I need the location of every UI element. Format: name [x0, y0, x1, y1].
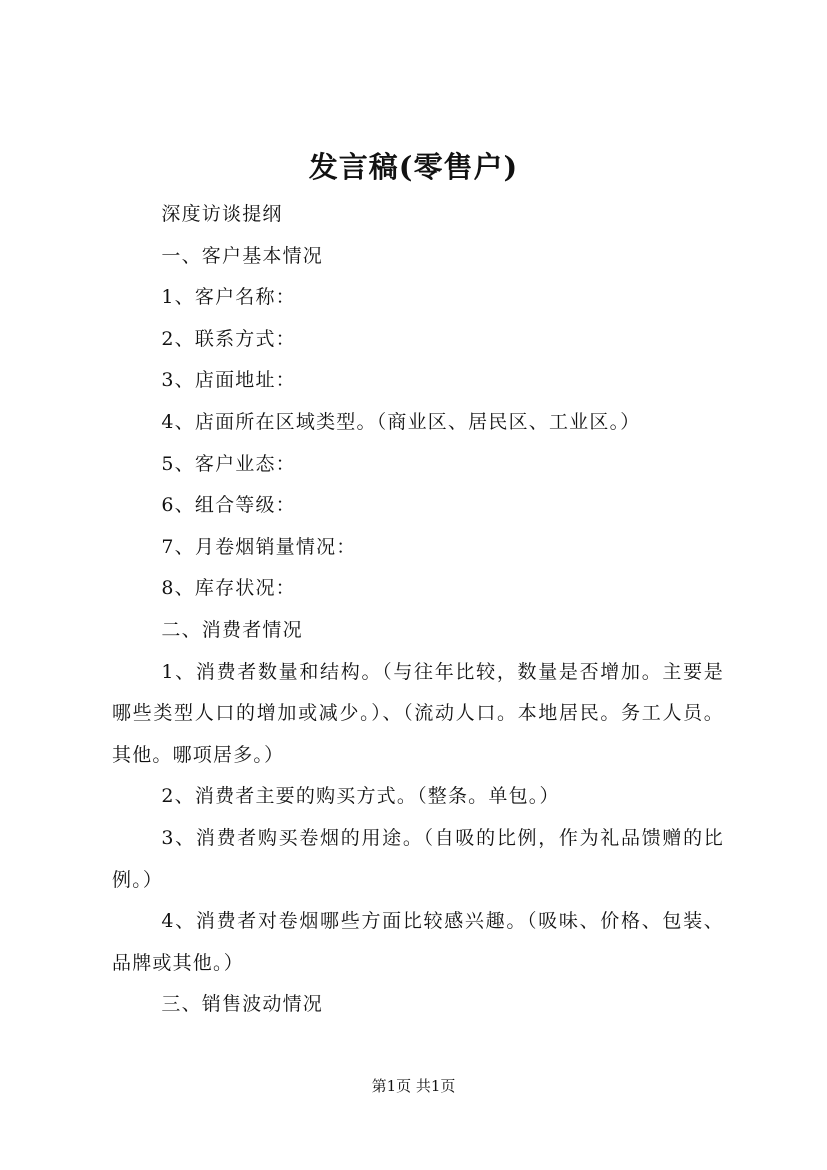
document-body — [112, 194, 724, 1026]
page-footer: 第1页 共1页 — [371, 1077, 456, 1095]
list-item: 7、月卷烟销量情况： — [161, 535, 357, 558]
section-heading-2: 二、消费者情况 — [161, 618, 303, 641]
list-item: 5、客户业态： — [161, 452, 296, 475]
list-item: 2、消费者主要的购买方式。（整条。单包。） — [161, 785, 560, 808]
list-item: 1、消费者数量和结构。（与往年比较，数量是否增加。主要是哪些类型人口的增加或减少。）、（流动人口。本地居民。务工人员。其他。哪项居多。） — [112, 660, 724, 766]
document-title: 发言稿(零售户) — [308, 150, 519, 184]
section-heading-3: 三、销售波动情况 — [161, 993, 323, 1016]
section-heading-1: 一、客户基本情况 — [161, 244, 323, 267]
list-item: 8、库存状况： — [161, 577, 296, 600]
list-item: 2、联系方式： — [161, 327, 296, 350]
list-item: 3、消费者购买卷烟的用途。（自吸的比例，作为礼品馈赠的比例。） — [112, 826, 724, 891]
list-item: 3、店面地址： — [161, 369, 296, 392]
list-item: 6、组合等级： — [161, 494, 296, 517]
list-item: 1、客户名称： — [161, 286, 296, 309]
list-item: 4、消费者对卷烟哪些方面比较感兴趣。（吸味、价格、包装、品牌或其他。） — [112, 910, 724, 974]
paragraph-outline-heading: 深度访谈提纲 — [161, 203, 283, 225]
list-item: 4、店面所在区域类型。（商业区、居民区、工业区。） — [161, 410, 641, 433]
